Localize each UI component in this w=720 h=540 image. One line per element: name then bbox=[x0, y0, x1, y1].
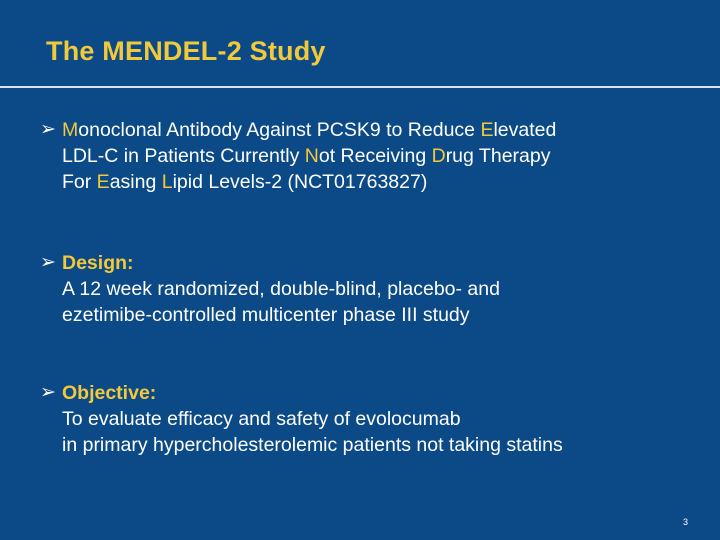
text-run: levated bbox=[493, 119, 557, 141]
acronym-letter: M bbox=[62, 119, 79, 141]
arrowhead-icon: ➢ bbox=[40, 252, 56, 273]
text-run: ipid Levels-2 (NCT01763827) bbox=[172, 171, 428, 193]
bullet-line bbox=[62, 117, 556, 143]
bullet-text bbox=[62, 380, 563, 458]
slide-title: The MENDEL-2 Study bbox=[46, 36, 326, 66]
bullet-label: Objective: bbox=[62, 382, 157, 404]
bullet-line: To evaluate efficacy and safety of evolocumab bbox=[62, 408, 461, 430]
bullet-line: in primary hypercholesterolemic patients not taking statins bbox=[62, 434, 563, 456]
bullet-design bbox=[40, 250, 500, 328]
text-run: For bbox=[62, 171, 97, 193]
text-run: LDL-C in Patients Currently bbox=[62, 145, 305, 167]
text-run: asing bbox=[109, 171, 162, 193]
bullet-label: Design: bbox=[62, 252, 134, 274]
arrowhead-icon: ➢ bbox=[40, 119, 56, 140]
text-run: onoclonal Antibody Against PCSK9 to Reduce bbox=[78, 119, 481, 141]
bullet-line bbox=[62, 169, 556, 195]
bullet-text bbox=[62, 117, 556, 195]
acronym-letter: D bbox=[431, 145, 446, 167]
acronym-letter: E bbox=[96, 171, 110, 193]
bullet-line: A 12 week randomized, double-blind, placebo- and bbox=[62, 278, 500, 300]
text-run: ot Receiving bbox=[318, 145, 432, 167]
bullet-study-name bbox=[40, 117, 556, 195]
acronym-letter: L bbox=[161, 171, 173, 193]
text-run: rug Therapy bbox=[445, 145, 551, 167]
bullet-text bbox=[62, 250, 500, 328]
bullet-line: ezetimibe-controlled multicenter phase III study bbox=[62, 304, 470, 326]
title-divider bbox=[0, 86, 720, 88]
bullet-objective bbox=[40, 380, 563, 458]
acronym-letter: N bbox=[304, 145, 319, 167]
arrowhead-icon: ➢ bbox=[40, 382, 56, 403]
acronym-letter: E bbox=[480, 119, 494, 141]
bullet-line bbox=[62, 143, 556, 169]
page-number: 3 bbox=[682, 517, 688, 527]
